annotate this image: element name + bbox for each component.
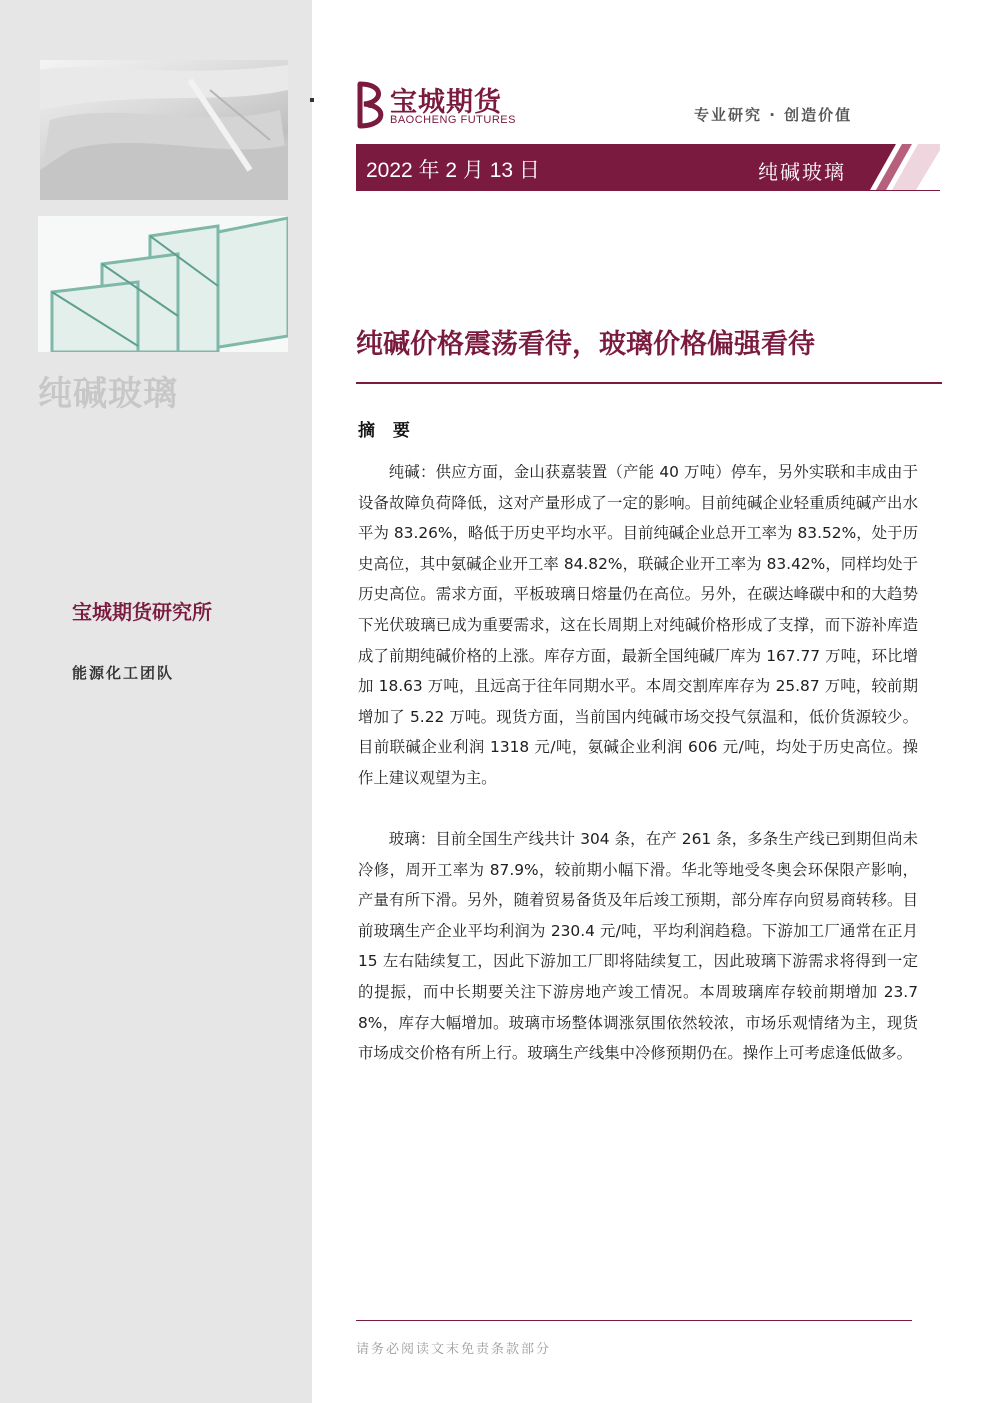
company-logo [356, 80, 526, 132]
report-title: 纯碱价格震荡看待，玻璃价格偏强看待 [356, 329, 815, 360]
date-banner [356, 144, 940, 191]
pillow-image [40, 60, 288, 200]
glass-panes-image [38, 216, 288, 352]
banner-category: 纯碱玻璃 [758, 160, 846, 184]
logo-chinese-text: 宝城期货 [390, 87, 502, 118]
report-date: 2022 年 2 月 13 日 [366, 159, 540, 182]
research-institute-name: 宝城期货研究所 [72, 600, 212, 624]
cover-photo-pillow [40, 60, 288, 200]
corner-mark [310, 98, 314, 102]
paragraph-glass: 玻璃：目前全国生产线共计 304 条，在产 261 条，多条生产线已到期但尚未冷修，周开工率为 87.9%，较前期小幅下滑。华北等地受冬奥会环保限产影响，产量有所下滑。另外，随着贸易备货及年后竣工预期，部分库存向贸易商转移。目前玻璃生产企业平均利润为 230.4 元/吨，平均利润趋稳。下游加工厂通常在正月 15 左右陆续复工，因此下游加工厂即将陆续复工，因此玻璃下游需求将得到一定的提振，而中长期要关注下游房地产竣工情况。本周玻璃库存较前期增加 23.78%，库存大幅增加。玻璃市场整体调涨氛围依然较浓，市场乐观情绪为主，现货市场成交价格有所上行。玻璃生产线集中冷修预期仍在。操作上可考虑逢低做多。 [358, 830, 918, 1063]
cover-photo-glass [38, 216, 288, 352]
abstract-heading: 摘 要 [358, 421, 416, 441]
logo-b-icon [356, 80, 388, 130]
sidebar [0, 0, 312, 1403]
disclaimer-note: 请务必阅读文末免责条款部分 [356, 1342, 552, 1357]
slogan: 专业研究 · 创造价值 [694, 106, 853, 124]
sidebar-category-title: 纯碱玻璃 [38, 374, 178, 414]
title-divider [356, 382, 942, 384]
logo-english-text: BAOCHENG FUTURES [390, 114, 516, 126]
paragraph-soda-ash: 纯碱：供应方面，金山获嘉装置（产能 40 万吨）停车，另外实联和丰成由于设备故障负荷降低，这对产量形成了一定的影响。目前纯碱企业轻重质纯碱产出水平为 83.26%，略低于历史平均水平。目前纯碱企业总开工率为 83.52%，处于历史高位，其中氨碱企业开工率 84.82%，联碱企业开工率为 83.42%，同样均处于历史高位。需求方面，平板玻璃日熔量仍在高位。另外，在碳达峰碳中和的大趋势下光伏玻璃已成为重要需求，这在长周期上对纯碱价格形成了支撑，而下游补库造成了前期纯碱价格的上涨。库存方面，最新全国纯碱厂库为 167.77 万吨，环比增加 18.63 万吨，且远高于往年同期水平。本周交割库库存为 25.87 万吨，较前期增加了 5.22 万吨。现货方面，当前国内纯碱市场交投气氛温和，低价货源较少。目前联碱企业利润 1318 元/吨，氨碱企业利润 606 元/吨，均处于历史高位。操作上建议观望为主。 [358, 463, 918, 787]
footer-divider [356, 1320, 912, 1321]
team-name: 能源化工团队 [72, 664, 175, 682]
